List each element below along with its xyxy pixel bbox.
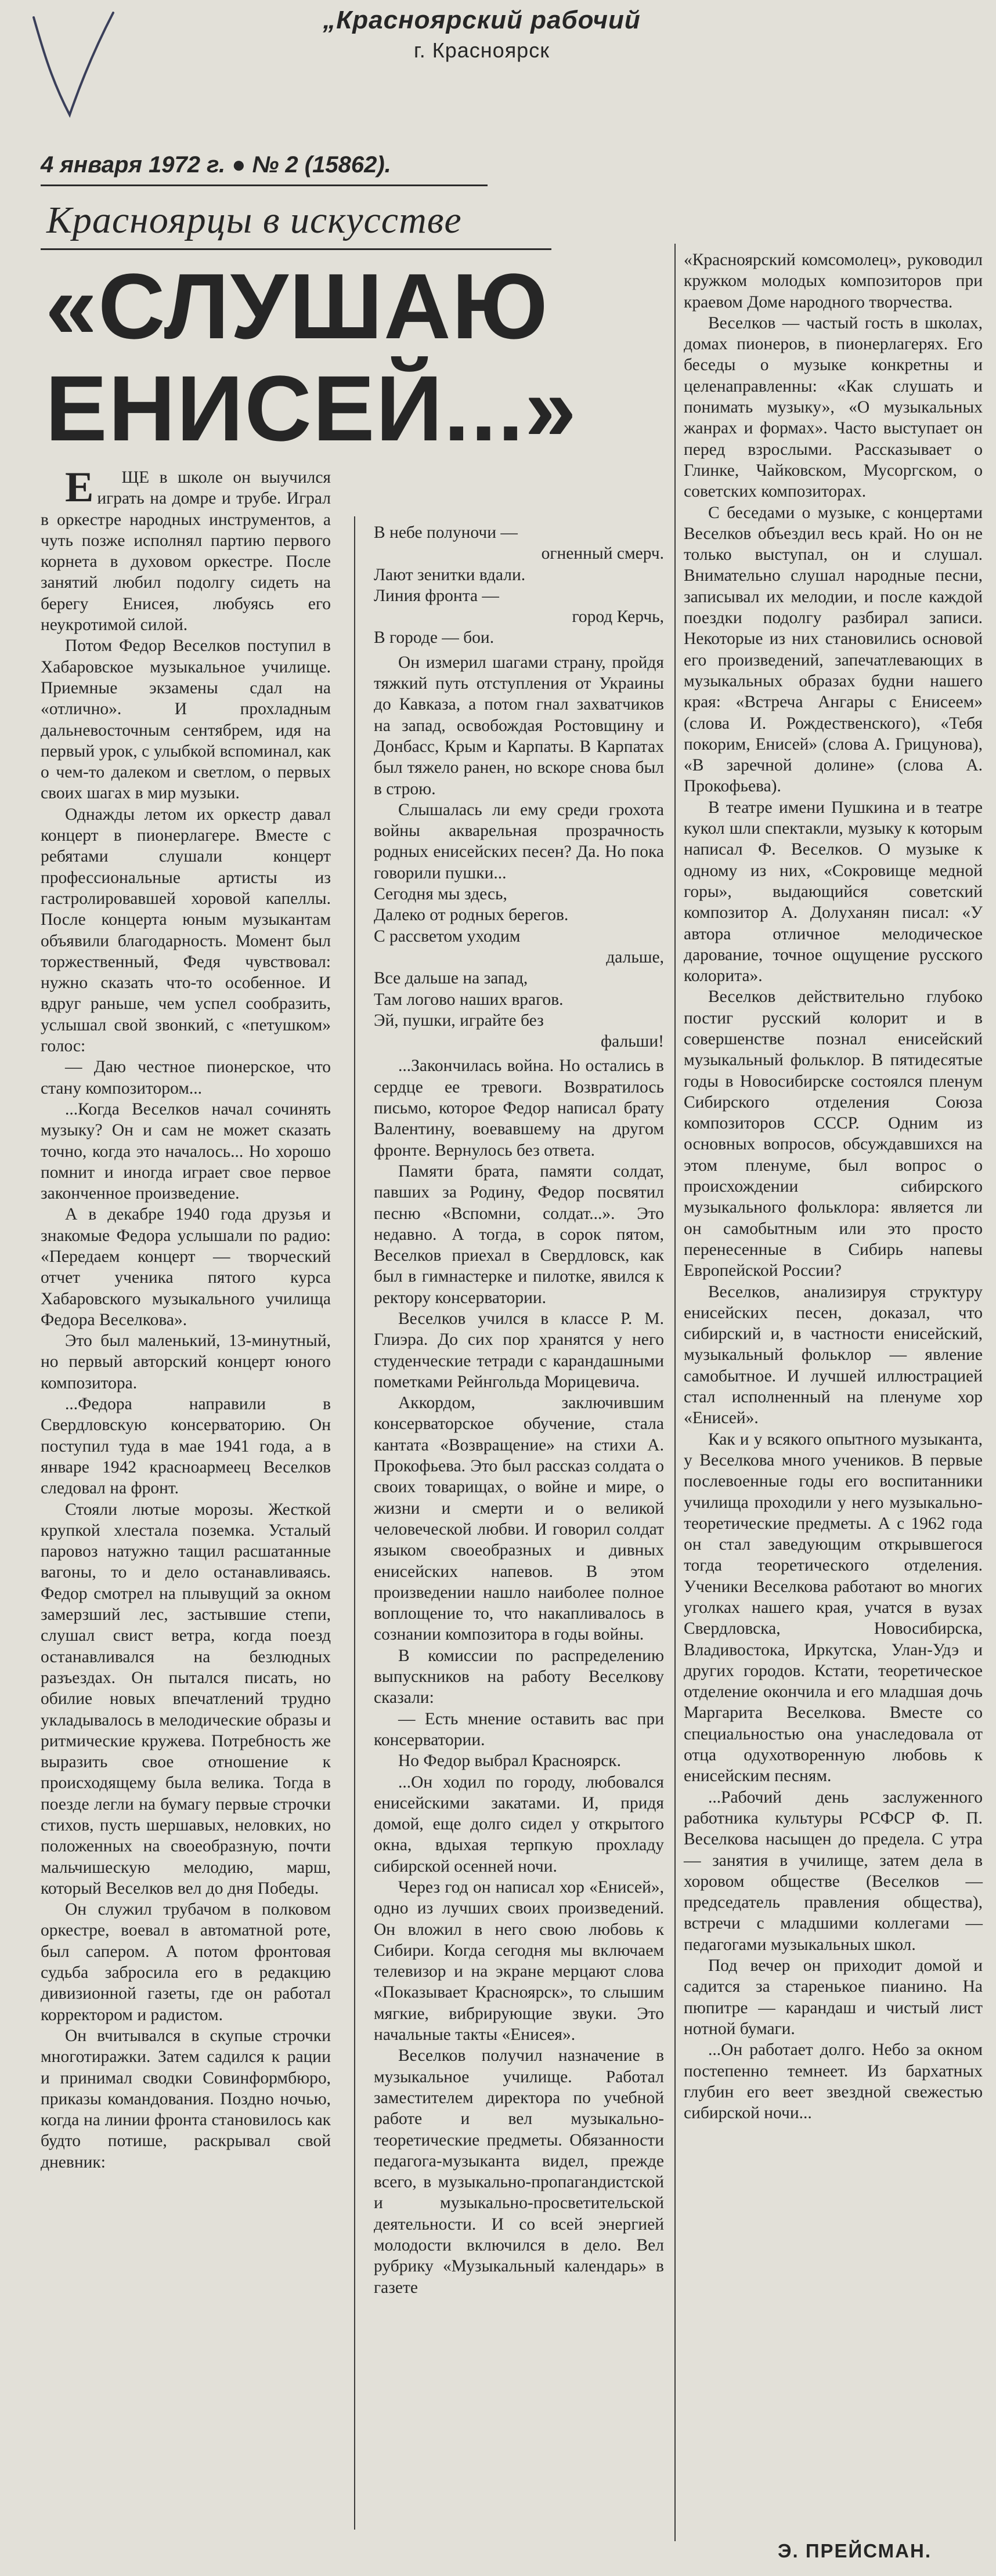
paragraph: Он вчитывался в скупые строчки многотиражки. Затем садился к рации и принимал сводки Совинформбюро, приказы командования. Поздно ночью, когда на линии фронта становилось как будто потише, раскрывал свой дневник: — [41, 2026, 331, 2172]
issue-dateline: 4 января 1972 г. ● № 2 (15862). — [41, 152, 391, 178]
verse-line: В небе полуночи — — [374, 523, 518, 542]
paragraph: В театре имени Пушкина и в театре кукол шли спектакли, музыку к которым написал Ф. Веселков. О музыке к одному из них, «Сокровище медной горы», выдающийся советский композитор А. Долуханян писал: «У автора отличное мелодическое дарование, точное ощущение русского колорита». — [684, 798, 983, 986]
newspaper-masthead — [319, 6, 644, 63]
verse-line: С рассветом уходим — [374, 927, 521, 946]
paragraph: — Даю честное пионерское, что стану композитором... — [41, 1058, 331, 1098]
author-signature: Э. ПРЕЙСМАН. — [778, 2540, 932, 2561]
poem-stanza — [374, 884, 664, 1052]
paragraph: С беседами о музыке, с концертами Веселков объездил весь край. Но он не только выступал, он и слушал. Внимательно слушал народные песни, записывал их мелодии, и после каждой поездки подолгу разбирал записи. Некоторые из них становились основой его произведений, запечатлевающих в музыкальных образах будни нашего края: «Встреча Ангары с Енисеем» (слова И. Рождественского), «Тебя покорим, Енисей» (слова А. Грицунова), «В заречной долине» (слова А. Прокофьева). — [684, 503, 983, 796]
verse-line: город Керчь, — [572, 607, 664, 627]
column-divider — [674, 244, 676, 2541]
paragraph: Потом Федор Веселков поступил в Хабаровское музыкальное училище. Приемные экзамены сдал на «отлично». И прохладным дальневосточным сентябрем, идя на первый урок, с улыбкой вспоминал, как о чем-то далеком и светлом, о первых своих шагах в мир музыки. — [41, 636, 331, 803]
article-column-3 — [684, 249, 983, 2123]
article-column-2 — [374, 522, 664, 2298]
poem-stanza — [374, 522, 664, 649]
section-rubric: Красноярцы в искусстве — [46, 199, 462, 241]
paragraph: Веселков, анализируя структуру енисейских песен, доказал, что сибирский и, в частности енисейский, музыкальный фольклор — явление самобытное. И лучшей иллюстрацией стал исполненный на пленуме хор «Енисей». — [684, 1282, 983, 1428]
verse-line: В городе — бои. — [374, 628, 495, 647]
paragraph: Слышалась ли ему среди грохота войны акварельная прозрачность родных енисейских песен? Да. Но пока говорили пушки... — [374, 800, 664, 882]
verse-line: Линия фронта — — [374, 586, 499, 605]
newspaper-city: г. Красноярск — [414, 38, 550, 62]
paragraph: — Есть мнение оставить вас при консерватории. — [374, 1709, 664, 1749]
paragraph: Веселков — частый гость в школах, домах пионеров, в пионерлагерях. Его беседы о музыке конкретны и целенаправленны: «Как слушать и понимать музыку», «О музыкальных жанрах и формах». Часто выступает он перед взрослыми. Рассказывает о Глинке, Чайковском, Мусоргском, о советских композиторах. — [684, 313, 983, 501]
paragraph: Стояли лютые морозы. Жесткой крупкой хлестала поземка. Усталый паровоз натужно тащил расшатанные вагоны, то и дело останавливаясь. Федор смотрел на плывущий за окном замерзший лес, застывшие степи, слушал свист ветра, когда поезд останавливался на безлюдных разъездах. Он пытался писать, но обилие новых впечатлений трудно укладывалось в мелодические образы и ритмические кружева. Потребность же выразить свое отношение к происходящему была велика. Тогда в поезде легли на бумагу первые строчки стихов, пусть шершавых, неловких, но положенных на своеобразную, почти мальчишескую мелодию, марш, который Веселков вел до дня Победы. — [41, 1500, 331, 1898]
paragraph: ...Он работает долго. Небо за окном постепенно темнеет. Из бархатных глубин его веет звездной свежестью сибирской ночи... — [684, 2040, 983, 2123]
paragraph: Через год он написал хор «Енисей», одно из лучших своих произведений. Он вложил в него свою любовь к Сибири. Когда сегодня мы включаем телевизор и на экране мерцают слова «Показывает Красноярск», то слышим мягкие, вибрирующие звуки. Это начальные такты «Енисея». — [374, 1878, 664, 2045]
article-column-1 — [41, 464, 331, 2173]
verse-line: Все дальше на запад, — [374, 969, 528, 988]
paragraph: Но Федор выбрал Красноярск. — [398, 1752, 621, 1771]
paragraph: Веселков учился в классе Р. М. Глиэра. До сих пор хранятся у него студенческие тетради с карандашными пометками Рейнгольда Морицевича. — [374, 1309, 664, 1391]
verse-line: Там логово наших врагов. — [374, 990, 564, 1009]
paragraph: Он служил трубачом в полковом оркестре, воевал в автоматной роте, был сапером. А потом фронтовая судьба забросила его в редакцию дивизионной газеты, где он работал корректором и радистом. — [41, 1900, 331, 2024]
paragraph: ...Рабочий день заслуженного работника культуры РСФСР Ф. П. Веселкова насыщен до предела. С утра — занятия в училище, затем дела в хоровом обществе (Веселков — председатель правления общества), встречи с младшими коллегами — педагогами музыкальных школ. — [684, 1788, 983, 1954]
paragraph: Памяти брата, памяти солдат, павших за Родину, Федор посвятил песню «Вспомни, солдат...». Это недавно. А тогда, в сорок пятом, Веселков приехал в Свердловск, как был в гимнастерке и пилотке, явился к ректору консерватории. — [374, 1162, 664, 1307]
paragraph: Под вечер он приходит домой и садится за старенькое пианино. На пюпитре — карандаш и чистый лист нотной бумаги. — [684, 1956, 983, 2038]
paragraph: Как и у всякого опытного музыканта, у Веселкова много учеников. В первые послевоенные годы его воспитанники училища проходили у него музыкально-теоретические предметы. А с 1962 года он стал заведующим открывшегося тогда теоретического отделения. Ученики Веселкова работают во многих уголках нашего края, учатся в вузах Свердловска, Новосибирска, Владивостока, Иркутска, Улан-Удэ и других городов. Кстати, теоретическое отделение окончила и его младшая дочь Маргарита Веселкова. Вместе со специальностью она унаследовала от отца одухотворенную любовь к енисейским песням. — [684, 1430, 983, 1786]
rubric-rule — [41, 248, 551, 250]
paragraph: ...Закончилась война. Но остались в сердце ее тревоги. Возвратилось письмо, которое Федор написал брату Валентину, воевавшему на другом фронте. Вернулось без ответа. — [374, 1057, 664, 1160]
paragraph: А в декабре 1940 года друзья и знакомые Федора услышали по радио: «Передаем концерт — творческий отчет ученика пятого курса Хабаровского музыкального училища Федора Веселкова». — [41, 1205, 331, 1329]
newspaper-name: „Красноярский рабочий — [323, 6, 641, 34]
dateline-rule — [41, 184, 488, 186]
verse-line: Далеко от родных берегов. — [374, 906, 569, 925]
column-divider — [354, 516, 355, 2530]
paragraph: Он измерил шагами страну, пройдя тяжкий путь отступления от Украины до Кавказа, а потом гнал захватчиков на запад, освобождая Ростовщину и Донбасс, Крым и Карпаты. В Карпатах был тяжело ранен, но вскоре снова был в строю. — [374, 653, 664, 798]
paragraph: ...Когда Веселков начал сочинять музыку? Он и сам не может сказать точно, когда это началось... Но хорошо помнит и иногда играет свое первое законченное произведение. — [41, 1099, 331, 1203]
paragraph: Веселков действительно глубоко постиг русский колорит и в совершенстве познал енисейский музыкальный фольклор. В пятидесятые годы в Новосибирске состоялся пленум Сибирского отделения Союза композиторов СССР. Одним из основных вопросов, обсуждавшихся на этом пленуме, был вопрос о происхождении сибирского музыкального фольклора: является ли он самобытным или это просто перенесенные в Сибирь напевы Европейской России? — [684, 987, 983, 1280]
verse-line: огненный смерч. — [541, 544, 664, 563]
verse-line: Лают зенитки вдали. — [374, 565, 526, 584]
paragraph: ...Федора направили в Свердловскую консерваторию. Он поступил туда в мае 1941 года, а в январе 1942 красноармеец Веселков следовал на фронт. — [41, 1395, 331, 1498]
paragraph: Однажды летом их оркестр давал концерт в пионерлагере. Вместе с ребятами слушали концерт профессиональные артисты из гастролировавшей хоровой капеллы. После концерта юным музыкантам объявили благодарность. Момент был торжественный, Федя чувствовал: нужно сказать что-то особенное. И вдруг раньше, чем успел сообразить, услышал свой звонкий, с «петушком» голос: — [41, 805, 331, 1056]
paragraph: «Красноярский комсомолец», руководил кружком молодых композиторов при краевом Доме народного творчества. — [684, 251, 983, 312]
paragraph: В комиссии по распределению выпускников на работу Веселкову сказали: — [374, 1646, 664, 1707]
article-headline: «СЛУШАЮ ЕНИСЕЙ...» — [45, 254, 578, 460]
paragraph: Веселков получил назначение в музыкальное училище. Работал заместителем директора по учебной работе и вел музыкально-теоретические предметы. Обязанности педагога-музыканта видел, прежде всего, в музыкально-пропагандистской и музыкально-просветительской деятельности. И со всей энергией молодости включился в дело. Вел рубрику «Музыкальный календарь» в газете — [374, 2046, 664, 2297]
pen-checkmark-icon — [29, 12, 116, 122]
verse-line: Сегодня мы здесь, — [374, 885, 507, 904]
paragraph: Это был маленький, 13-минутный, но первый авторский концерт юного композитора. — [41, 1332, 331, 1392]
verse-line: Эй, пушки, играйте без — [374, 1011, 544, 1030]
paragraph: ЕЩЕ в школе он выучился играть на домре и трубе. Играл в оркестре народных инструментов, а чуть позже исполнял партию первого корнета в духовом оркестре. После занятий любил подолгу сидеть на берегу Енисея, любуясь его неукротимой силой. — [41, 464, 331, 635]
paragraph: Аккордом, заключившим консерваторское обучение, стала кантата «Возвращение» на стихи А. Прокофьева. Это был рассказ солдата о своих товарищах, о войне и мире, о жизни и смерти и о великой человеческой любви. И говорил солдат языком своеобразных и дивных енисейских напевов. В этом произведении нашло наиболее полное воплощение то, что накапливалось в сознании композитора в годы войны. — [374, 1394, 664, 1644]
verse-line: фальши! — [601, 1032, 664, 1051]
paragraph: ...Он ходил по городу, любовался енисейскими закатами. И, придя домой, еще долго сидел у открытого окна, вдыхая терпкую прохладу сибирской осенней ночи. — [374, 1772, 664, 1876]
verse-line: дальше, — [606, 947, 664, 967]
